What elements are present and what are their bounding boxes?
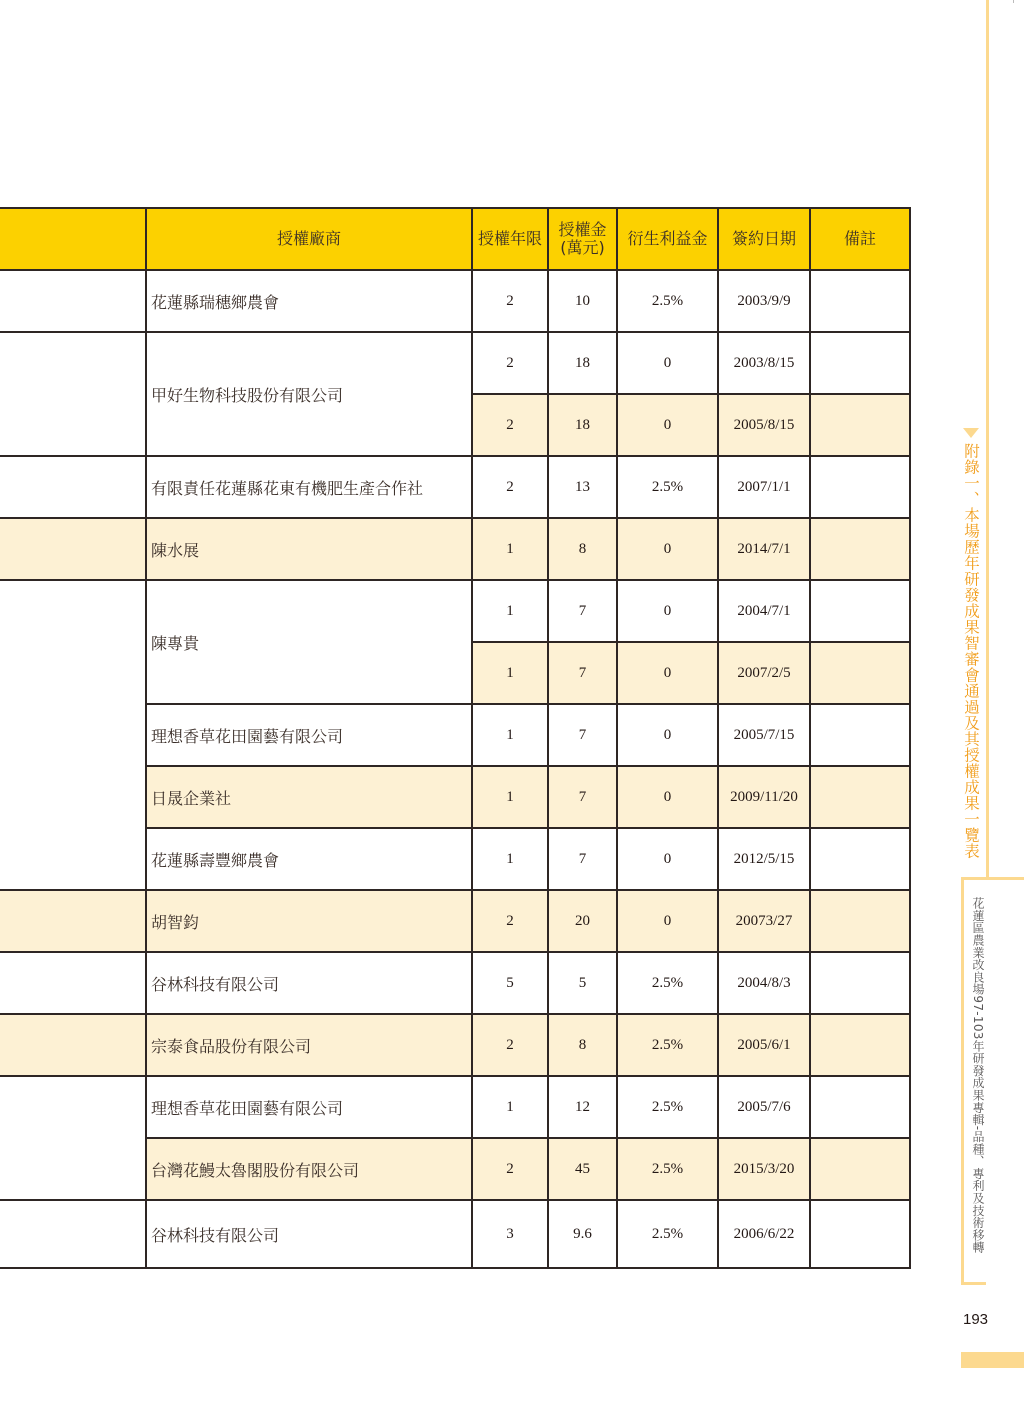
date-cell: 2006/6/22 [718,1200,810,1268]
royalty-cell: 2.5% [617,1076,718,1138]
fee-cell: 5 [548,952,617,1014]
note-cell [810,1200,910,1268]
date-cell: 2005/7/15 [718,704,810,766]
note-cell [810,890,910,952]
vendor-cell: 胡智鈞 [146,890,472,952]
royalty-cell: 2.5% [617,1014,718,1076]
date-cell: 2015/3/20 [718,1138,810,1200]
table-row [0,952,910,1014]
date-cell: 2007/1/1 [718,456,810,518]
fee-cell: 10 [548,270,617,332]
book-title: 花蓮區農業改良場97-103年研發成果專輯-品種、專利及技術移轉 [971,897,985,1254]
date-cell: 2009/11/20 [718,766,810,828]
fee-cell: 45 [548,1138,617,1200]
fee-cell: 8 [548,518,617,580]
date-cell: 2004/8/3 [718,952,810,1014]
table-row [0,270,910,332]
fee-cell: 18 [548,332,617,394]
years-cell: 2 [472,394,548,456]
group-cell [0,332,146,456]
group-cell [0,952,146,1014]
fee-cell: 8 [548,1014,617,1076]
royalty-cell: 0 [617,642,718,704]
years-cell: 1 [472,828,548,890]
page-number: 193 [963,1311,989,1328]
years-cell: 2 [472,1014,548,1076]
years-cell: 2 [472,332,548,394]
header-note: 備註 [810,208,910,270]
vendor-cell: 甲好生物科技股份有限公司 [146,332,472,456]
royalty-cell: 0 [617,890,718,952]
years-cell: 2 [472,456,548,518]
royalty-cell: 0 [617,704,718,766]
note-cell [810,1014,910,1076]
note-cell [810,1076,910,1138]
page-bar [961,1352,1024,1368]
table-row [0,890,910,952]
vendor-cell: 有限責任花蓮縣花東有機肥生產合作社 [146,456,472,518]
table-row [0,580,910,642]
note-cell [810,766,910,828]
years-cell: 1 [472,642,548,704]
group-cell [0,1014,146,1076]
date-cell: 2012/5/15 [718,828,810,890]
header-years: 授權年限 [472,208,548,270]
date-cell: 2007/2/5 [718,642,810,704]
rail-divider [986,0,989,878]
note-cell [810,332,910,394]
vendor-cell: 台灣花鰻太魯閣股份有限公司 [146,1138,472,1200]
vendor-cell: 花蓮縣瑞穗鄉農會 [146,270,472,332]
date-cell: 2004/7/1 [718,580,810,642]
royalty-cell: 2.5% [617,1138,718,1200]
years-cell: 1 [472,518,548,580]
date-cell: 20073/27 [718,890,810,952]
table-row [0,1014,910,1076]
note-cell [810,580,910,642]
group-cell [0,456,146,518]
royalty-cell: 0 [617,766,718,828]
fee-cell: 20 [548,890,617,952]
group-cell [0,890,146,952]
royalty-cell: 2.5% [617,1200,718,1268]
vendor-cell: 谷林科技有限公司 [146,952,472,1014]
date-cell: 2005/6/1 [718,1014,810,1076]
vendor-cell: 陳水展 [146,518,472,580]
fee-cell: 7 [548,828,617,890]
years-cell: 3 [472,1200,548,1268]
date-cell: 2014/7/1 [718,518,810,580]
note-cell [810,1138,910,1200]
fee-cell: 7 [548,642,617,704]
header-royalty: 衍生利益金 [617,208,718,270]
header-fee-line2: (萬元) [560,238,605,257]
years-cell: 2 [472,1138,548,1200]
date-cell: 2003/8/15 [718,332,810,394]
table-row [0,1200,910,1268]
group-cell [0,580,146,890]
royalty-cell: 0 [617,518,718,580]
fee-cell: 13 [548,456,617,518]
header-fee-line1: 授權金 [558,220,607,239]
header-vendor: 授權廠商 [146,208,472,270]
vendor-cell: 理想香草花田園藝有限公司 [146,1076,472,1138]
note-cell [810,828,910,890]
date-cell: 2003/9/9 [718,270,810,332]
vendor-cell: 谷林科技有限公司 [146,1200,472,1268]
royalty-cell: 2.5% [617,952,718,1014]
header-fee [548,208,617,270]
note-cell [810,642,910,704]
fee-cell: 7 [548,704,617,766]
royalty-cell: 0 [617,332,718,394]
group-cell [0,1076,146,1200]
fee-cell: 7 [548,766,617,828]
section-title: 附錄一、本場歷年研發成果智審會通過及其授權成果一覽表 [962,443,980,859]
royalty-cell: 0 [617,580,718,642]
table-header-row [0,208,910,270]
years-cell: 1 [472,1076,548,1138]
triangle-marker-icon [963,428,979,438]
vendor-cell: 陳專貴 [146,580,472,704]
table-row [0,1076,910,1138]
royalty-cell: 0 [617,828,718,890]
vendor-cell: 花蓮縣壽豐鄉農會 [146,828,472,890]
note-cell [810,704,910,766]
fee-cell: 9.6 [548,1200,617,1268]
header-date: 簽約日期 [718,208,810,270]
table-row [0,518,910,580]
table-row [0,456,910,518]
vendor-cell: 日晟企業社 [146,766,472,828]
group-cell [0,518,146,580]
note-cell [810,456,910,518]
royalty-cell: 2.5% [617,456,718,518]
royalty-cell: 2.5% [617,270,718,332]
years-cell: 1 [472,766,548,828]
years-cell: 2 [472,270,548,332]
date-cell: 2005/8/15 [718,394,810,456]
header-col0 [0,208,146,270]
years-cell: 2 [472,890,548,952]
group-cell [0,1200,146,1268]
royalty-cell: 0 [617,394,718,456]
date-cell: 2005/7/6 [718,1076,810,1138]
license-table [0,207,911,1269]
note-cell [810,952,910,1014]
note-cell [810,518,910,580]
note-cell [810,270,910,332]
crop-mark [1013,0,1014,3]
group-cell [0,270,146,332]
table-row [0,332,910,394]
years-cell: 1 [472,580,548,642]
fee-cell: 7 [548,580,617,642]
years-cell: 5 [472,952,548,1014]
vendor-cell: 宗泰食品股份有限公司 [146,1014,472,1076]
note-cell [810,394,910,456]
years-cell: 1 [472,704,548,766]
vendor-cell: 理想香草花田園藝有限公司 [146,704,472,766]
fee-cell: 18 [548,394,617,456]
fee-cell: 12 [548,1076,617,1138]
